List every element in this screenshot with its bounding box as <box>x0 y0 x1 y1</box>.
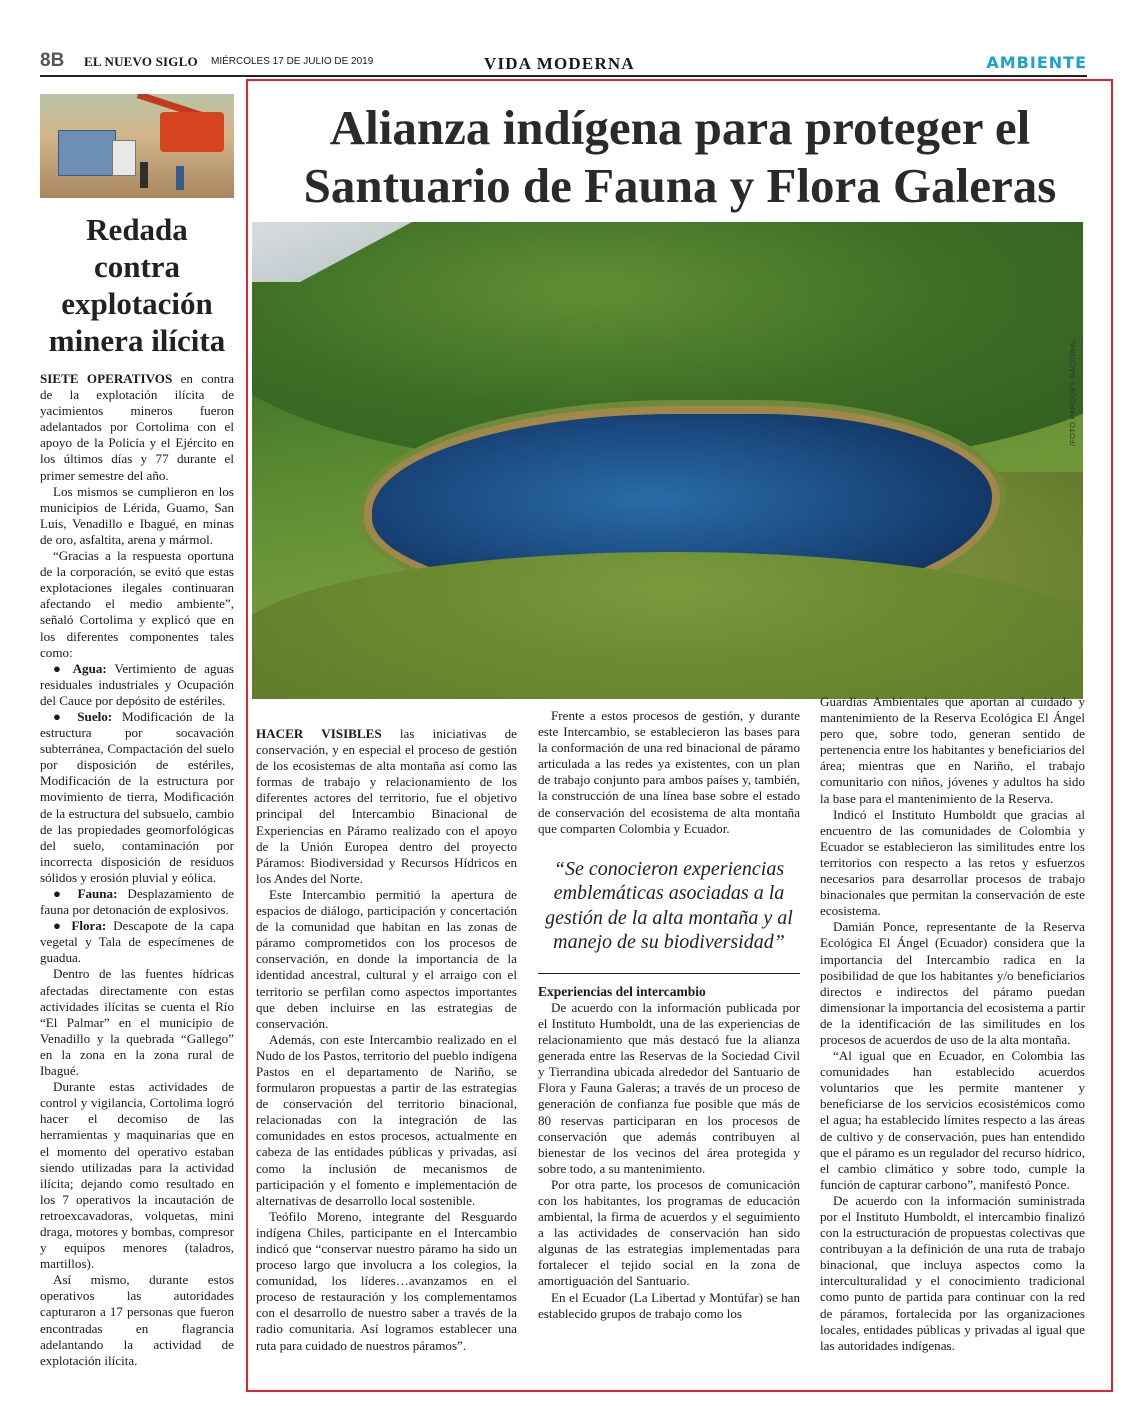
mining-trucks-photo <box>40 94 234 198</box>
article-column-2 <box>538 708 800 1322</box>
article-lead-caps: HACER VISIBLES <box>256 726 382 741</box>
article-paragraph: En el Ecuador (La Libertad y Montúfar) se han establecido grupos de trabajo como los <box>538 1289 800 1321</box>
photo-credit: /FOTO PARQUES NACIONAL <box>1068 337 1077 446</box>
brief-body: SIETE OPERATIVOS en contra de la explotación ilícita de yacimientos mineros fueron adelantados por Cortolima con el apoyo de la Policía y el Ejército en los últimos días y 77 durante el primer semestre del año. Los mismos se cumplieron en los municipios de Lérida, Guamo, San Luis, Venadillo e Ibagué, en minas de oro, asfaltita, arena y mármol. “Gracias a la respuesta oportuna de la corporación, se evitó que estas explotaciones ilegales continuaran afectando el medio ambiente”, señaló Cortolima y explicó que en los diferentes componentes tales como: ● Agua: Vertimiento de aguas residuales industriales y Ocupación del Cauce por depósito de estériles. ● Suelo: Modificación de la estructura por socavación subterránea, Compactación del suelo por disposición de estériles, Modificación de la estructura por movimiento de tierra, Modificación de la estructura del subsuelo, cambio de las propiedades geomorfológicas del suelo, contaminación por incorrecta disposición de residuos sólidos y erosión pluvial y eólica. ● Fauna: Desplazamiento de fauna por detonación de explosivos. ● Flora: Descapote de la capa vegetal y Tala de especímenes de guadua. Dentro de las fuentes hídricas afectadas directamente con estas actividades ilícitas se cuenta el Río “El Palmar” en el municipio de Venadillo y la quebrada “Gallego” en la zona en la zona rural de Ibagué. Durante estas actividades de control y vigilancia, Cortolima logró hacer el decomiso de las herramientas y maquinarias que en el momento del operativo estaban siendo utilizadas para la actividad ilícita; dejando como resultado en los 7 operativos la incautación de retroexcavadoras, volquetas, mini draga, motores y bombas, compresor y equipos menores (taladros, martillos). Así mismo, durante estos operativos las autoridades capturaron a 17 personas que fueron encontradas en flagrancia adelantando la actividad de explotación ilícita. <box>40 371 235 1368</box>
article-paragraph: Damián Ponce, representante de la Reserva Ecológica El Ángel (Ecuador) considera que la importancia del Intercambio radica en la posibilidad de que los habitantes y/o beneficiarios directos e indirectos del páramo puedan dimensionar la importancia del ecosistema a partir de la identificación de las similitudes en los procesos de acuerdos de uso de la alta montaña. <box>820 919 1085 1047</box>
brief-paragraph: Los mismos se cumplieron en los municipios de Lérida, Guamo, San Luis, Venadillo e Ibagué, en minas de oro, asfaltita, arena y mármol. <box>40 483 234 547</box>
brief-paragraph: Dentro de las fuentes hídricas afectadas directamente con estas actividades ilícitas se cuenta el Río “El Palmar” en el municipio de Venadillo y la quebrada “Gallego” en la zona en la zona rural de Ibagué. <box>40 966 234 1079</box>
page-number: 8B <box>40 50 65 71</box>
section-kicker: AMBIENTE <box>986 53 1087 72</box>
article-paragraph: De acuerdo con la información publicada por el Instituto Humboldt, una de las experiencias de relacionamiento que más destacó fue la alianza generada entre las Reservas de la Sociedad Civil y Tierrandina ubicada alrededor del Santuario de Flora y Fauna Galeras; a través de un proceso de generación de confianza fue posible que más de 80 reservas participaran en los procesos de conservación que además contribuyen al bienestar de los vecinos del área protegida y sobre todo, a su mantenimiento. <box>538 999 800 1176</box>
article-paragraph: De acuerdo con la información suministrada por el Instituto Humboldt, el intercambio finalizó con la estructuración de propuestas colectivas que contribuyan a la definición de una ruta de trabajo binacional, que incluya aspectos como la interculturalidad y el conocimiento tradicional como punto de partida para continuar con la red de páramos, fortalecida por las organizaciones locales, entidades públicas y privadas al igual que las autoridades indígenas. <box>820 1192 1085 1353</box>
article-paragraph: Frente a estos procesos de gestión, y durante este Intercambio, se establecieron las bases para la conformación de una red binacional de páramo articulada a las redes ya existentes, con un plan de trabajo conjunto para ambos países y, también, la construcción de una línea base sobre el estado de conservación del ecosistema de alta montaña que comparten Colombia y Ecuador. <box>538 708 800 836</box>
article-column-3 <box>820 694 1085 1354</box>
header-rule <box>40 75 1087 77</box>
pull-quote-rule <box>538 973 800 974</box>
section-name: VIDA MODERNA <box>484 54 635 73</box>
brief-lead-caps: SIETE OPERATIVOS <box>40 371 173 386</box>
brief-paragraph: Durante estas actividades de control y vigilancia, Cortolima logró hacer el decomiso de las herramientas y maquinarias que en el momento del operativo estaban siendo utilizadas para la actividad ilícita; dejando como resultado en los 7 operativos la incautación de retroexcavadoras, volquetas, mini draga, motores y bombas, compresor y equipos menores (taladros, martillos). <box>40 1079 234 1272</box>
article-paragraph: Por otra parte, los procesos de comunicación con los habitantes, los programas de educación ambiental, la firma de acuerdos y el seguimiento a las actividades de conservación han sido algunas de las estrategias implementadas para fortalecer el tejido social en la zona de amortiguación del Santuario. <box>538 1176 800 1289</box>
brief-paragraph: Así mismo, durante estos operativos las autoridades capturaron a 17 personas que fueron encontradas en flagrancia adelantando la actividad de explotación ilícita. <box>40 1272 234 1368</box>
lake-photo <box>252 222 1083 699</box>
article-paragraph: Guardias Ambientales que aportan al cuidado y mantenimiento de la Reserva Ecológica El Ángel pero que, sobre todo, generan sentido de pertenencia entre los habitantes y beneficiarios del área; mientras que en Nariño, el trabajo comunitario con niños, jóvenes y adultos ha sido la base para el mantenimiento de la Reserva. <box>820 694 1085 806</box>
pull-quote: “Se conocieron experiencias emblemáticas asociadas a la gestión de la alta montaña y al manejo de su biodiversidad” <box>545 857 793 954</box>
brief-column <box>40 94 234 1369</box>
article-paragraph: “Al igual que en Ecuador, en Colombia las comunidades han establecido acuerdos voluntarios que les permite mantener y beneficiarse de los servicios ecosistémicos como el agua; ha establecido límites respecto a las áreas de cultivo y de conservación, pues han entendido que el páramo es un regulador del recurso hídrico, el cambio climático y sobre todo, cumple la función de capturar carbono”, manifestó Ponce. <box>820 1048 1085 1192</box>
article-column-1: HACER VISIBLES las iniciativas de conservación, y en especial el proceso de gestión de los ecosistemas de alta montaña así como las formas de trabajo y relacionamiento de los diferentes actores del territorio, fue el objetivo principal del Intercambio Binacional de Experiencias en Páramo realizado con el apoyo de la Unión Europea dentro del proyecto Páramos: Biodiversidad y Recursos Hídricos en los Andes del Norte. Este Intercambio permitió la apertura de espacios de diálogo, participación y concertación de la comunidad que habitan en las zonas de páramo comprometidos con los procesos de conservación, en donde la importancia de la identidad ancestral, cultural y el arraigo con el territorio se perfilan como aspectos importantes que deben incluirse en las estrategias de conservación. Además, con este Intercambio realizado en el Nudo de los Pastos, territorio del pueblo indígena Pastos en el departamento de Nariño, se formularon propuestas a partir de las estrategias de conservación del territorio binacional, relacionadas con la integración de las comunidades en estos procesos, actualmente en cabeza de las entidades públicas y privadas, así como la inclusión de mecanismos de participación y el fomento e implementación de alternativas de desarrollo local sostenible. Teófilo Moreno, integrante del Resguardo indígena Chiles, participante en el Intercambio indicó que “conservar nuestro páramo ha sido un proceso largo que involucra a los colegios, la comunidad, los líderes…avanzamos en el proceso de restauración y los complementamos con el desarrollo de nuestro saber a través de la radio comunitaria. Así logramos establecer una ruta para cuidado de nuestros páramos”. <box>256 726 517 1353</box>
article-title: Alianza indígena para proteger el Santuario de Fauna y Flora Galeras <box>303 100 1057 213</box>
subhead: Experiencias del intercambio <box>538 983 706 999</box>
article-paragraph: Este Intercambio permitió la apertura de espacios de diálogo, participación y concertación de la comunidad que habitan en las zonas de páramo comprometidos con los procesos de conservación, en donde la importancia de la identidad ancestral, cultural y el arraigo con el territorio se perfilan como aspectos importantes que deben incluirse en las estrategias de conservación. <box>256 886 517 1031</box>
brief-paragraph: “Gracias a la respuesta oportuna de la corporación, se evitó que estas explotaciones ilegales continuaran afectando el medio ambiente”, señaló Cortolima y explicó que en los diferentes componentes tales como: <box>40 548 234 660</box>
article-paragraph: Teófilo Moreno, integrante del Resguardo indígena Chiles, participante en el Intercambio indicó que “conservar nuestro páramo ha sido un proceso largo que involucra a los colegios, la comunidad, los líderes…avanzamos en el proceso de restauración y los complementamos con el desarrollo de nuestro saber a través de la radio comunitaria. Así logramos establecer una ruta para cuidado de nuestros páramos”. <box>256 1208 517 1353</box>
newspaper-name: EL NUEVO SIGLO <box>84 54 198 69</box>
brief-title: Redada contra explotación minera ilícita <box>48 212 226 358</box>
article-paragraph: Además, con este Intercambio realizado en el Nudo de los Pastos, territorio del pueblo indígena Pastos en el departamento de Nariño, se formularon propuestas a partir de las estrategias de conservación del territorio binacional, relacionadas con la integración de las comunidades en estos procesos, actualmente en cabeza de las entidades públicas y privadas, así como la inclusión de mecanismos de participación y el fomento e implementación de alternativas de desarrollo local sostenible. <box>256 1031 517 1208</box>
article-paragraph: Indicó el Instituto Humboldt que gracias al encuentro de las comunidades de Colombia y Ecuador se establecieron las similitudes entre los territorios con respecto a las retos y esfuerzos necesarios para desarrollar procesos de trabajo binacionales que permitan la conservación de este ecosistema. <box>820 806 1085 919</box>
issue-date: MIÉRCOLES 17 DE JULIO DE 2019 <box>211 56 374 67</box>
page-header <box>40 50 1087 74</box>
